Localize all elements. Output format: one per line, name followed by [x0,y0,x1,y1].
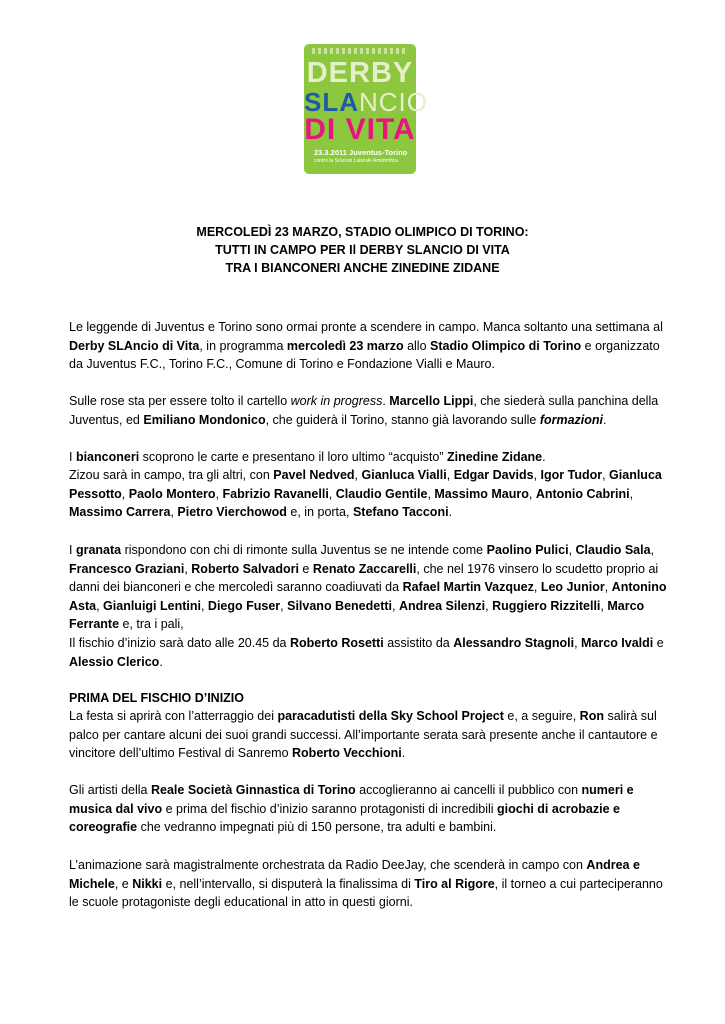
headline-line-3: TRA I BIANCONERI ANCHE ZINEDINE ZIDANE [225,261,500,275]
paragraph-festa: La festa si aprirà con l’atterraggio dei paracadutisti della Sky School Project e, a seguire, Ron salirà sul palco per cantare alcuni dei suoi grandi successi. All’importante serata sarà presente anche il cantautore e vincitore dell’ultimo Festival di Sanremo Roberto Vecchioni. [69,709,658,761]
headline-line-2: TUTTI IN CAMPO PER Il DERBY SLANCIO DI VITA [215,243,510,257]
logo-line-di-vita: DI VITA [304,113,416,146]
paragraph-intro: Le leggende di Juventus e Torino sono ormai pronte a scendere in campo. Manca soltanto una settimana al Derby SLAncio di Vita, in programma mercoledì 23 marzo allo Stadio Olimpico di Torino e organizzato da Juventus F.C., Torino F.C., Comune di Torino e Fondazione Vialli e Mauro. [69,320,663,372]
logo-ncio: NCIO [359,87,428,117]
logo-date-match: 23.3.2011 Juventus-Torino [314,148,408,157]
paragraph-coaches: Sulle rose sta per essere tolto il cartello work in progress. Marcello Lippi, che siederà sulla panchina della Juventus, ed Emiliano Mondonico, che guiderà il Torino, stanno già lavorando sulle formazioni. [69,394,659,427]
derby-slancio-di-vita-logo [304,44,428,174]
paragraph-granata: I granata rispondono con chi di rimonte sulla Juventus se ne intende come Paolino Pulici, Claudio Sala, Francesco Graziani, Roberto Salvadori e Renato Zaccarelli, che nel 1976 vinsero lo scudetto proprio ai danni dei bianconeri e che mercoledì saranno coadiuvati da Rafael Martin Vazquez, Leo Junior, Antonino Asta, Gianluigi Lentini, Diego Fuser, Silvano Benedetti, Andrea Silenzi, Ruggiero Rizzitelli, Marco Ferrante e, tra i pali, [69,543,667,632]
logo-sla: SLA [304,87,359,117]
paragraph-animazione: L’animazione sarà magistralmente orchestrata da Radio DeeJay, che scenderà in campo con Andrea e Michele, e Nikki e, nell’intervallo, si disputerà la finalissima di Tiro al Rigore, il torneo a cui parteciperanno le scuole protagoniste degli educational in atto in questi giorni. [69,858,663,910]
paragraph-bianconeri-intro: I bianconeri scoprono le carte e presentano il loro ultimo “acquisto” Zinedine Zidane. [69,450,546,464]
paragraph-referees: Il fischio d’inizio sarà dato alle 20.45 da Roberto Rosetti assistito da Alessandro Stagnoli, Marco Ivaldi e Alessio Clerico. [69,636,664,669]
logo-zigzag-border [312,48,408,54]
headline-line-1: MERCOLEDÌ 23 MARZO, STADIO OLIMPICO DI TORINO: [196,225,529,239]
logo-line-slancio [304,87,428,117]
paragraph-ginnastica: Gli artisti della Reale Società Ginnastica di Torino accoglieranno ai cancelli il pubblico con numeri e musica dal vivo e prima del fischio d’inizio saranno protagonisti di incredibili giochi di acrobazie e coreografie che vedranno impegnati più di 150 persone, tra adulti e bambini. [69,783,634,835]
section-title: PRIMA DEL FISCHIO D’INIZIO [69,691,245,705]
logo-line-derby: DERBY [306,57,414,89]
logo-cause: contro la Sclerosi Laterale Amiotrofica [314,158,398,164]
paragraph-bianconeri-players: Zizou sarà in campo, tra gli altri, con Pavel Nedved, Gianluca Vialli, Edgar Davids, Igor Tudor, Gianluca Pessotto, Paolo Montero, Fabrizio Ravanelli, Claudio Gentile, Massimo Mauro, Antonio Cabrini, Massimo Carrera, Pietro Vierchowod e, in porta, Stefano Tacconi. [69,468,662,520]
